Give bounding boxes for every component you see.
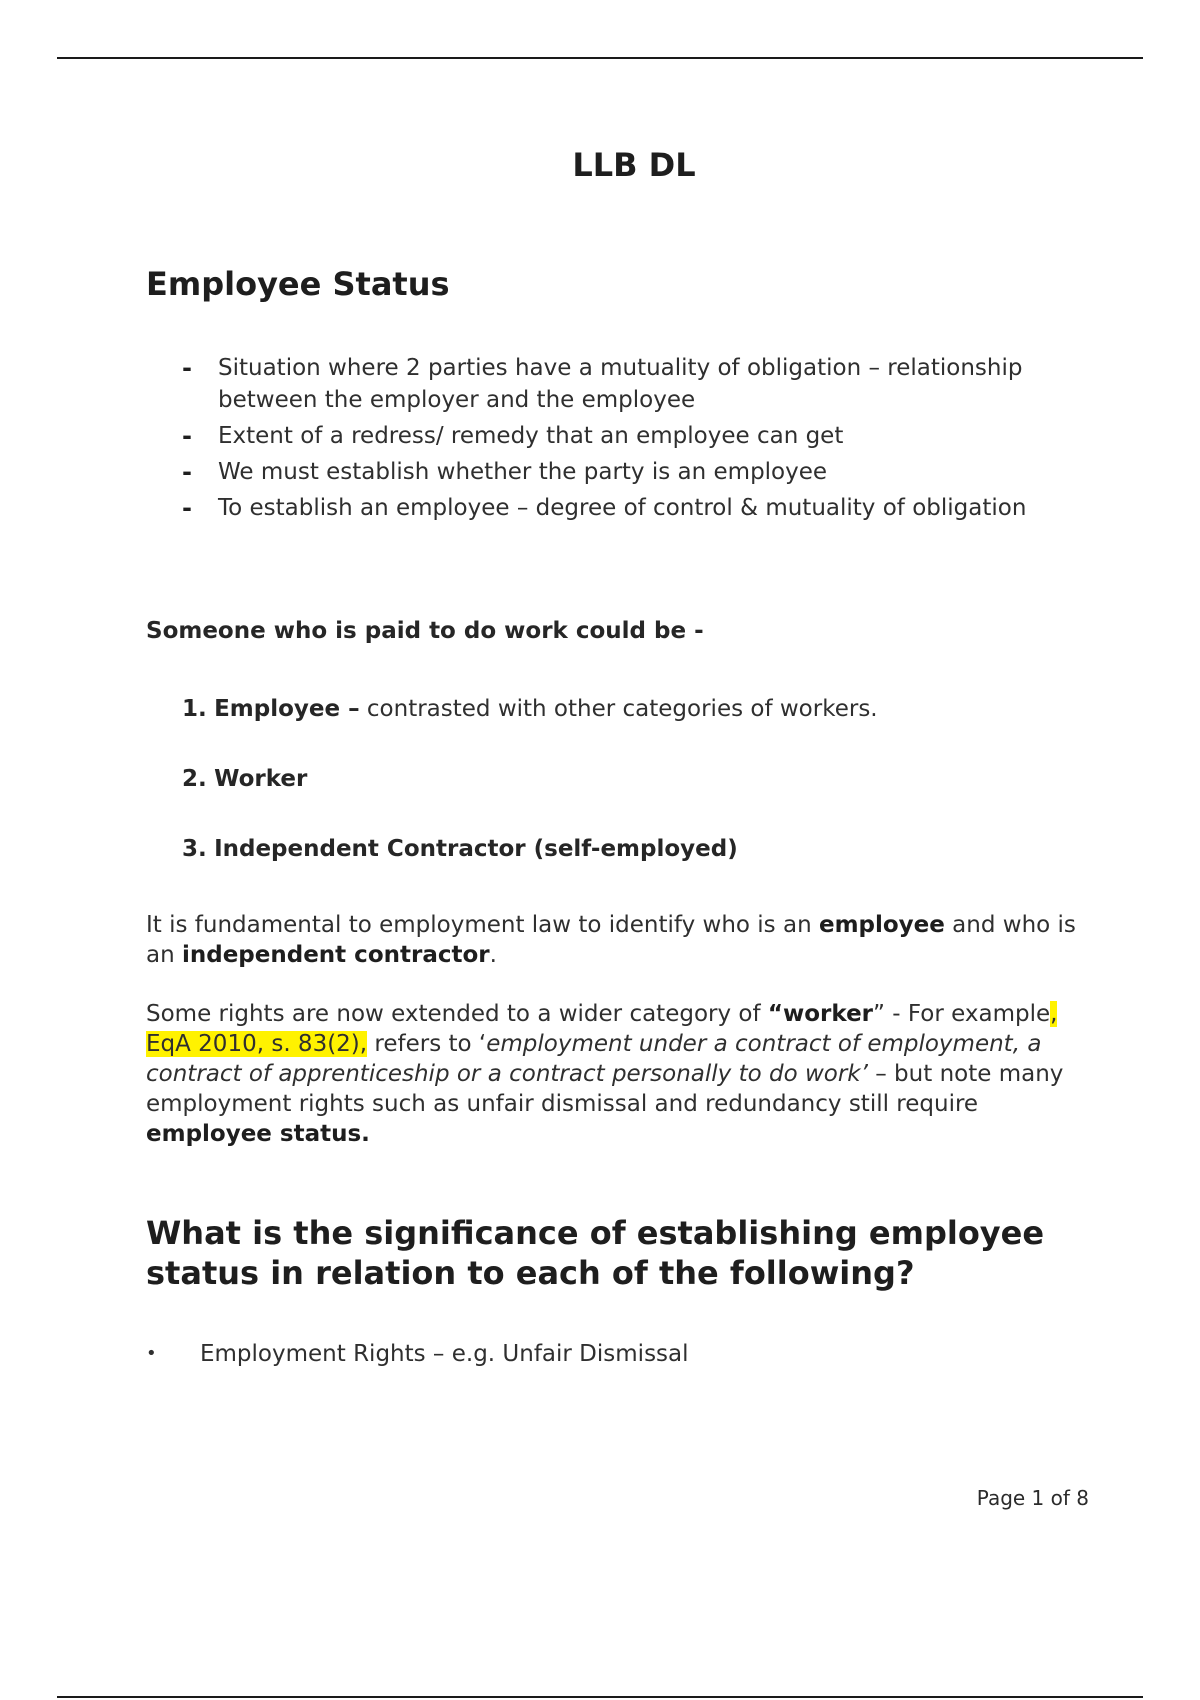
top-rule: [57, 57, 1143, 59]
item-number: 1.: [182, 696, 207, 722]
list-item-text: To establish an employee – degree of control & mutuality of obligation: [218, 495, 1027, 521]
text-run: – but note many employment rights such as unfair dismissal and redundancy still require: [146, 1061, 1064, 1117]
text-run: refers to ‘: [367, 1031, 487, 1057]
list-item: [182, 833, 878, 903]
list-item-text: We must establish whether the party is an employee: [218, 459, 828, 485]
text-run: and who is an: [146, 912, 1076, 968]
bottom-rule: [57, 1696, 1143, 1698]
bold-term-worker: “worker: [767, 1001, 874, 1027]
categories-intro: Someone who is paid to do work could be -: [146, 618, 704, 644]
list-item: [182, 763, 878, 833]
paragraph-worker-rights: [146, 999, 1086, 1149]
item-number: 2.: [182, 766, 207, 792]
list-item-text: Employment Rights – e.g. Unfair Dismissal: [200, 1341, 689, 1367]
document-title: LLB DL: [572, 146, 696, 184]
category-term: Worker: [214, 766, 308, 792]
list-item-text: Extent of a redress/ remedy that an employee can get: [218, 423, 844, 449]
list-item: [182, 492, 1062, 524]
significance-list: [146, 1338, 689, 1370]
bold-term-employee-status: employee status.: [146, 1121, 370, 1147]
page-number: Page 1 of 8: [976, 1486, 1089, 1510]
category-term: Employee –: [214, 696, 360, 722]
dash-bullet: -: [182, 422, 192, 450]
category-term: Independent Contractor (self-employed): [214, 836, 738, 862]
italic-quote: employment under a contract of employment, a contract of apprenticeship or a contract personally to do work’: [146, 1031, 1042, 1087]
text-run: ” - For example: [873, 1001, 1051, 1027]
employee-status-points: [182, 352, 1062, 524]
paragraph-employee-vs-contractor: [146, 910, 1086, 970]
list-item: [182, 693, 878, 763]
list-item: [182, 420, 1062, 452]
text-run: It is fundamental to employment law to identify who is an: [146, 912, 819, 938]
category-description: contrasted with other categories of workers.: [359, 696, 878, 722]
bullet-dot: •: [146, 1343, 157, 1364]
dash-bullet: -: [182, 494, 192, 522]
list-item: [182, 352, 1062, 416]
item-number: 3.: [182, 836, 207, 862]
worker-categories-list: [182, 693, 878, 903]
bold-term-independent-contractor: independent contractor: [181, 942, 490, 968]
list-item: [182, 456, 1062, 488]
list-item-text: Situation where 2 parties have a mutuality of obligation – relationship between the employer and the employee: [218, 355, 1023, 413]
text-run: Some rights are now extended to a wider category of: [146, 1001, 768, 1027]
list-item: [146, 1338, 689, 1370]
dash-bullet: -: [182, 354, 192, 382]
dash-bullet: -: [182, 458, 192, 486]
highlighted-citation: , EqA 2010, s. 83(2),: [146, 1001, 1058, 1057]
heading-significance: What is the significance of establishing employee status in relation to each of the following?: [146, 1214, 1045, 1292]
heading-employee-status: Employee Status: [146, 265, 450, 303]
text-run: .: [489, 942, 497, 968]
bold-term-employee: employee: [818, 912, 945, 938]
